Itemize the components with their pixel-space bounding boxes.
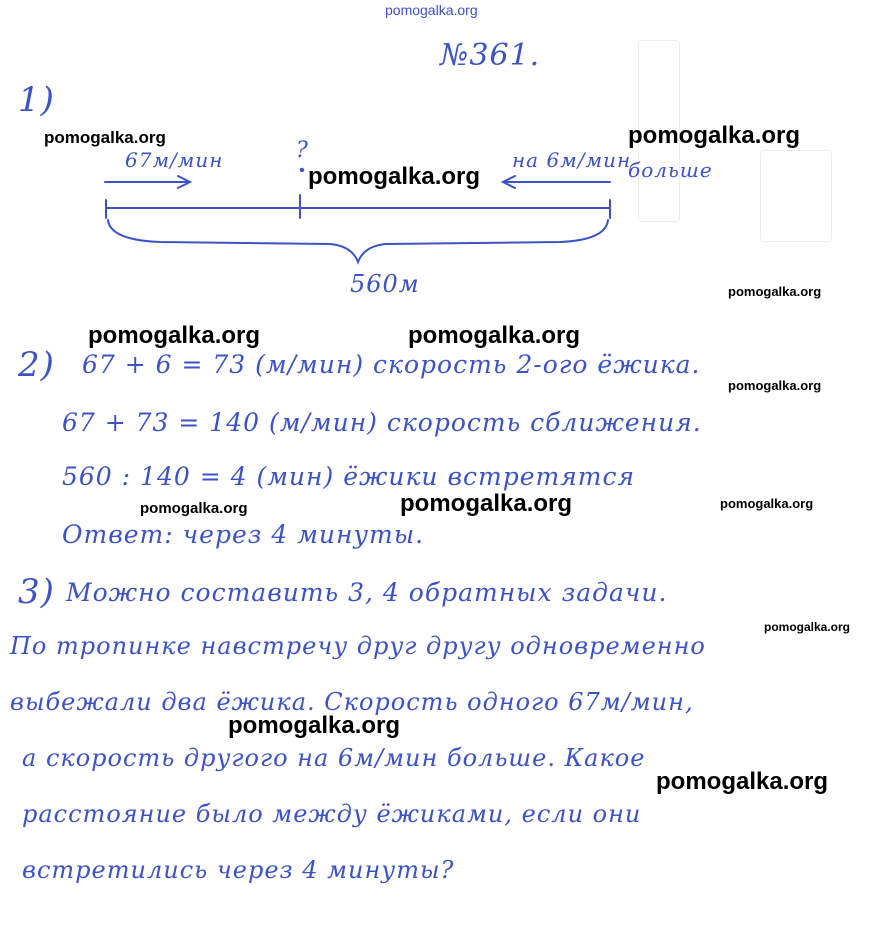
- part3-line-5: расстояние было между ёжиками, если они: [22, 800, 642, 828]
- problem-number: №361.: [440, 38, 541, 73]
- part3-line-2: По тропинке навстречу друг другу одновременно: [10, 632, 706, 660]
- watermark: pomogalka.org: [400, 490, 573, 517]
- watermark: pomogalka.org: [140, 500, 248, 517]
- speed1-label: 67м/мин: [125, 148, 224, 172]
- site-header: pomogalka.org: [385, 2, 478, 18]
- watermark: pomogalka.org: [656, 768, 829, 795]
- part2-line-2: 67 + 73 = 140 (м/мин) скорость сближения.: [62, 408, 702, 437]
- speed2-label-line1: на 6м/мин: [512, 148, 632, 172]
- part3-line-6: встретились через 4 минуты?: [22, 856, 455, 884]
- part2-line-1: 67 + 6 = 73 (м/мин) скорость 2-ого ёжика.: [82, 350, 701, 379]
- watermark: pomogalka.org: [88, 322, 261, 349]
- part2-line-3: 560 : 140 = 4 (мин) ёжики встретятся: [62, 462, 636, 491]
- watermark: pomogalka.org: [408, 322, 581, 349]
- part1-marker: 1): [18, 80, 55, 120]
- watermark: pomogalka.org: [728, 378, 822, 393]
- watermark: pomogalka.org: [628, 122, 801, 149]
- watermark: pomogalka.org: [764, 620, 851, 634]
- watermark: pomogalka.org: [44, 128, 166, 147]
- unknown-mark: ?: [296, 138, 309, 163]
- part2-answer: Ответ: через 4 минуты.: [62, 520, 425, 549]
- left-arrow-icon: [503, 176, 610, 188]
- watermark: pomogalka.org: [728, 284, 822, 299]
- part2-marker: 2): [18, 345, 55, 385]
- part3-line-3: выбежали два ёжика. Скорость одного 67м/мин,: [10, 688, 694, 716]
- part3-marker: 3): [18, 572, 55, 612]
- distance-label: 560м: [350, 270, 420, 298]
- part3-line-1: Можно составить 3, 4 обратных задачи.: [66, 578, 668, 607]
- part3-line-4: а скорость другого на 6м/мин больше. Какое: [22, 744, 646, 772]
- watermark: pomogalka.org: [720, 496, 814, 511]
- watermark: pomogalka.org: [308, 163, 481, 190]
- speed2-label-line2: больше: [628, 158, 713, 182]
- distance-brace: [108, 220, 608, 262]
- watermark: pomogalka.org: [228, 712, 401, 739]
- right-arrow-icon: [105, 176, 190, 188]
